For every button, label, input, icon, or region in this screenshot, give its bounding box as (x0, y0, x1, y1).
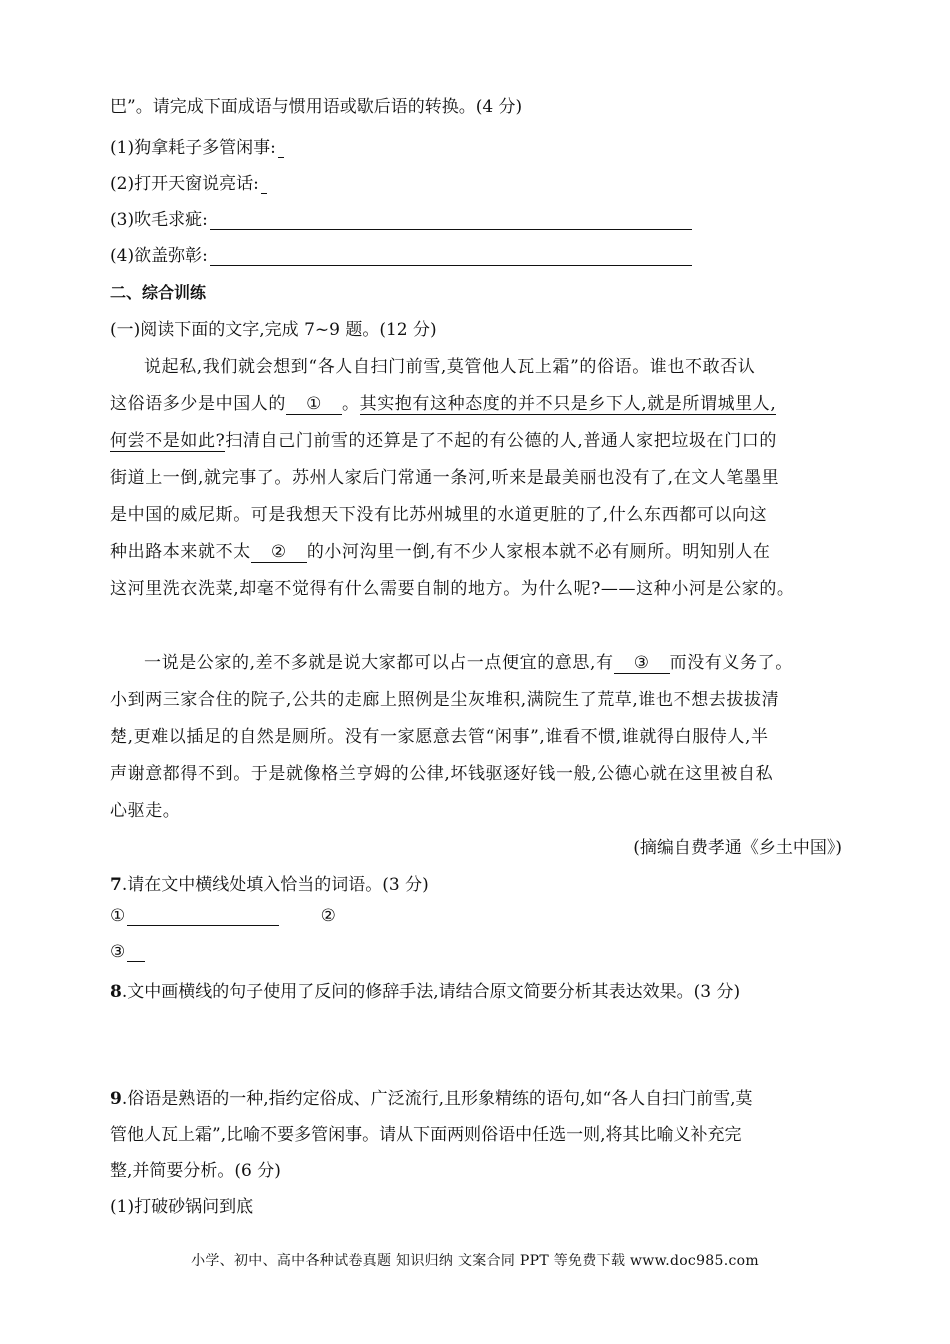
question-9-line-3: 整,并简要分析。(6 分) (110, 1161, 281, 1181)
q6-item-2-blank[interactable] (261, 175, 267, 194)
q6-item-4 (110, 241, 692, 266)
passage-line-6 (110, 537, 770, 563)
question-8-text: .文中画横线的句子使用了反问的修辞手法,请结合原文简要分析其表达效果。(3 分) (121, 982, 741, 1002)
question-7 (110, 870, 429, 895)
q6-item-1-blank[interactable] (278, 139, 284, 158)
question-7-text: .请在文中横线处填入恰当的词语。(3 分) (121, 875, 429, 895)
answer-3-blank[interactable] (127, 943, 145, 962)
sub-section-1-title: (一)阅读下面的文字,完成 7~9 题。(12 分) (110, 320, 437, 340)
passage-source: (摘编自费孝通《乡土中国》) (633, 838, 842, 858)
passage-line-9: 小到两三家合住的院子,公共的走廊上照例是尘灰堆积,满院生了荒草,谁也不想去拔拔清 (110, 690, 780, 710)
passage-text: 。 (342, 394, 360, 414)
passage-text: 种出路本来就不太 (110, 542, 251, 562)
rhetorical-sentence-part-2: 何尝不是如此? (110, 431, 226, 451)
question-7-number: 7 (110, 875, 122, 895)
q6-item-4-label: (4)欲盖弥彰: (110, 246, 208, 266)
question-9-line-2: 管他人瓦上霜”,比喻不要多管闲事。请从下面两则俗语中任选一则,将其比喻义补充完 (110, 1125, 742, 1145)
passage-text: 扫清自己门前雪的还算是了不起的有公德的人,普通人家把垃圾在门口的 (225, 431, 777, 451)
passage-line-1: 说起私,我们就会想到“各人自扫门前雪,莫管他人瓦上霜”的俗语。谁也不敢否认 (144, 357, 756, 377)
passage-text: 的小河沟里一倒,有不少人家根本就不必有厕所。明知别人在 (306, 542, 771, 562)
question-7-answers-row-2 (110, 942, 145, 962)
passage-text: 而没有义务了。 (669, 653, 793, 673)
question-9-text: .俗语是熟语的一种,指约定俗成、广泛流行,且形象精练的语句,如“各人自扫门前雪,莫 (121, 1089, 753, 1109)
passage-line-12: 心驱走。 (110, 801, 181, 821)
section-2-title: 二、综合训练 (110, 283, 207, 302)
page-footer: 小学、初中、高中各种试卷真题 知识归纳 文案合同 PPT 等免费下载 www.doc985.com (191, 1253, 759, 1269)
intro-line: 巴”。请完成下面成语与惯用语或歇后语的转换。(4 分) (110, 97, 523, 117)
q6-item-4-blank[interactable] (210, 247, 692, 266)
passage-line-3 (110, 426, 777, 451)
passage-blank-2[interactable]: ② (251, 542, 307, 563)
question-7-answers-row-1 (110, 906, 336, 926)
passage-line-2 (110, 389, 776, 415)
q6-item-1-label: (1)狗拿耗子多管闲事: (110, 138, 276, 158)
answer-3-label: ③ (110, 942, 126, 962)
question-8 (110, 977, 740, 1002)
passage-blank-3[interactable]: ③ (614, 653, 670, 674)
passage-line-7: 这河里洗衣洗菜,却毫不觉得有什么需要自制的地方。为什么呢?——这种小河是公家的。 (110, 579, 795, 599)
question-9-number: 9 (110, 1089, 122, 1109)
question-9-line-1 (110, 1084, 753, 1109)
passage-blank-1[interactable]: ① (286, 394, 342, 415)
q6-item-3-label: (3)吹毛求疵: (110, 210, 208, 230)
q6-item-3 (110, 205, 692, 230)
passage-line-11: 声谢意都得不到。于是就像格兰亨姆的公律,坏钱驱逐好钱一般,公德心就在这里被自私 (110, 764, 774, 784)
passage-text: 一说是公家的,差不多就是说大家都可以占一点便宜的意思,有 (144, 653, 614, 673)
question-8-number: 8 (110, 982, 122, 1002)
answer-1-blank[interactable] (127, 907, 279, 926)
passage-line-5: 是中国的威尼斯。可是我想天下没有比苏州城里的水道更脏的了,什么东西都可以向这 (110, 505, 768, 525)
passage-text: 这俗语多少是中国人的 (110, 394, 286, 414)
answer-1-label: ① (110, 906, 126, 926)
passage-line-10: 楚,更难以插足的自然是厕所。没有一家愿意去管“闲事”,谁看不惯,谁就得白服侍人,半 (110, 727, 769, 747)
passage-line-8 (144, 648, 793, 674)
q6-item-2 (110, 169, 267, 194)
q6-item-1 (110, 133, 284, 158)
passage-line-4: 街道上一倒,就完事了。苏州人家后门常通一条河,听来是最美丽也没有了,在文人笔墨里 (110, 468, 780, 488)
answer-2-label: ② (320, 906, 336, 926)
q6-item-3-blank[interactable] (210, 211, 692, 230)
q6-item-2-label: (2)打开天窗说亮话: (110, 174, 259, 194)
rhetorical-sentence-part-1: 其实抱有这种态度的并不只是乡下人,就是所谓城里人, (359, 394, 777, 414)
question-9-option-1: (1)打破砂锅问到底 (110, 1197, 254, 1217)
